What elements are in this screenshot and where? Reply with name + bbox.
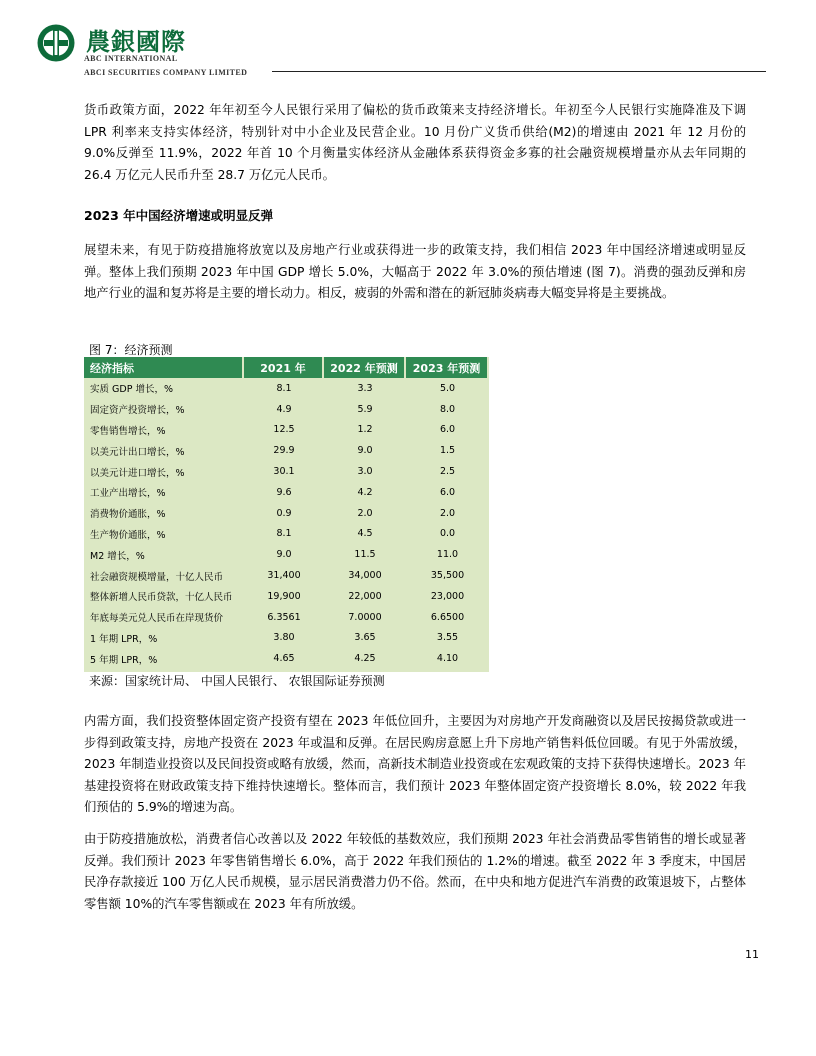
table-row (84, 399, 489, 420)
abc-logo-icon (36, 23, 76, 63)
forecast-value: 9.0 (276, 549, 292, 561)
forecast-value: 8.1 (276, 528, 292, 540)
forecast-value: 0.9 (276, 507, 292, 519)
page-header (36, 20, 766, 80)
forecast-value: 1.5 (439, 445, 456, 457)
paragraph-domestic-demand: 内需方面，我们投资整体固定资产投资有望在 2023 年低位回升，主要因为对房地产开发商融资以及居民按揭贷款或进一步得到政策支持，房地产投资在 2023 年或温和反弹。在居民购房意愿上升下房地产销售料低位回暖。有见于外需放缓，2023 年制造业投资以及民间投资或略有放缓，然而，高新技术制造业投资或在宏观政策的支持下获得快速增长。2023 年基建投资将在财政政策支持下维持快速增长。整体而言，我们预计 2023 年整体固定资产投资增长 8.0%，较 2022 年我们预估的 5.9%的增速为高。 (84, 714, 746, 814)
indicator-label: 1 年期 LPR，% (90, 633, 158, 645)
table-row (84, 586, 489, 607)
forecast-value: 2.0 (439, 507, 456, 519)
forecast-value: 29.9 (273, 445, 295, 457)
figure-source: 来源：国家统计局、 中国人民银行、 农银国际证券预测 (89, 674, 385, 688)
forecast-value: 6.0 (439, 424, 456, 436)
forecast-value: 5.9 (357, 403, 373, 415)
header-divider (272, 71, 766, 72)
column-header: 2023 年预测 (406, 357, 489, 378)
forecast-value: 31,400 (267, 570, 301, 582)
indicator-label: 生产物价通胀，% (90, 529, 166, 541)
table-row (84, 544, 489, 565)
forecast-value: 12.5 (273, 424, 295, 436)
forecast-value: 4.2 (357, 486, 373, 498)
indicator-label: 年底每美元兑人民币在岸现货价 (90, 613, 224, 625)
forecast-value: 19,900 (267, 590, 301, 602)
section-title: 2023 年中国经济增速或明显反弹 (84, 208, 274, 223)
table-row (84, 461, 489, 482)
forecast-value: 3.65 (354, 632, 376, 644)
forecast-value: 3.0 (357, 466, 373, 478)
indicator-label: 实质 GDP 增长，% (90, 384, 173, 396)
forecast-value: 9.0 (357, 445, 373, 457)
column-header: 2021 年 (244, 357, 324, 378)
indicator-label: 社会融资规模增量，十亿人民币 (90, 571, 224, 583)
table-header-row (84, 357, 489, 378)
forecast-value: 2.5 (439, 466, 456, 478)
paragraph-consumption: 由于防疫措施放松，消费者信心改善以及 2022 年较低的基数效应，我们预期 2023 年社会消费品零售销售的增长或显著反弹。我们预计 2023 年零售销售增长 6.0%，高于 2022 年我们预估的 1.2%的增速。截至 2022 年 3 季度末，中国居民净存款接近 100 万亿人民币规模，显示居民消费潜力仍不俗。然而，在中央和地方促进汽车消费的政策退坡下，占整体零售额 10%的汽车零售额或在 2023 年有所放缓。 (84, 832, 746, 911)
paragraph-outlook: 展望未来，有见于防疫措施将放宽以及房地产行业或获得进一步的政策支持，我们相信 2023 年中国经济增速或明显反弹。整体上我们预期 2023 年中国 GDP 增长 5.0%，大幅高于 2022 年 3.0%的预估增速 (图 7)。消费的强劲反弹和房地产行业的温和复苏将是主要的增长动力。相反，疲弱的外需和潜在的新冠肺炎病毒大幅变异将是主要挑战。 (84, 243, 746, 300)
table-row (84, 378, 489, 399)
indicator-label: 工业产出增长，% (90, 488, 166, 500)
forecast-value: 8.1 (276, 382, 292, 394)
table-row (84, 628, 489, 649)
forecast-value: 3.55 (436, 632, 459, 644)
forecast-value: 6.6500 (430, 611, 465, 623)
logo-company-name: ABCI SECURITIES COMPANY LIMITED (84, 68, 248, 77)
table-row (84, 420, 489, 441)
forecast-value: 6.3561 (267, 611, 301, 623)
indicator-label: M2 增长，% (90, 550, 145, 562)
table-row (84, 503, 489, 524)
table-row (84, 607, 489, 628)
forecast-value: 2.0 (357, 507, 373, 519)
indicator-label: 零售销售增长，% (90, 425, 166, 437)
table-row (84, 440, 489, 461)
forecast-value: 9.6 (276, 486, 292, 498)
table-row (84, 482, 489, 503)
forecast-value: 7.0000 (348, 611, 382, 623)
economic-forecast-table (84, 357, 489, 672)
indicator-label: 5 年期 LPR，% (90, 654, 158, 666)
forecast-value: 8.0 (439, 403, 456, 415)
forecast-value: 34,000 (348, 570, 382, 582)
logo-english-name: ABC INTERNATIONAL (84, 54, 178, 63)
table-row (84, 524, 489, 545)
table-row (84, 565, 489, 586)
indicator-label: 消费物价通胀，% (90, 509, 166, 521)
forecast-value: 0.0 (439, 528, 456, 540)
paragraph-monetary-policy: 货币政策方面，2022 年年初至今人民银行采用了偏松的货币政策来支持经济增长。年初至今人民银行实施降准及下调 LPR 利率来支持实体经济，特别针对中小企业及民营企业。10 月份广义货币供给(M2)的增速由 2021 年 12 月份的 9.0%反弹至 11.9%，2022 年首 10 个月衡量实体经济从金融体系获得资金多寡的社会融资规模增量亦从去年同期的 26.4 万亿元人民币升至 28.7 万亿元人民币。 (84, 103, 746, 182)
figure-caption: 图 7：经济预测 (89, 343, 173, 357)
forecast-value: 30.1 (273, 466, 295, 478)
indicator-label: 固定资产投资增长，% (90, 405, 185, 417)
forecast-value: 1.2 (357, 424, 373, 436)
forecast-value: 35,500 (430, 570, 465, 582)
table-row (84, 648, 489, 669)
forecast-value: 4.9 (276, 403, 292, 415)
forecast-value: 3.80 (273, 632, 295, 644)
forecast-value: 22,000 (348, 590, 382, 602)
forecast-value: 5.0 (439, 382, 456, 394)
indicator-label: 整体新增人民币贷款，十亿人民币 (90, 592, 233, 604)
forecast-value: 4.5 (357, 528, 373, 540)
forecast-value: 3.3 (357, 382, 373, 394)
forecast-value: 6.0 (439, 486, 456, 498)
forecast-value: 11.0 (436, 549, 459, 561)
indicator-label: 以美元计出口增长，% (90, 446, 185, 458)
forecast-value: 4.10 (436, 653, 459, 665)
column-header: 2022 年预测 (324, 357, 406, 378)
indicator-label: 以美元计进口增长，% (90, 467, 185, 479)
page-number: 11 (745, 948, 759, 961)
forecast-value: 23,000 (430, 590, 465, 602)
column-header: 经济指标 (84, 357, 244, 378)
forecast-value: 4.25 (354, 653, 376, 665)
forecast-value: 11.5 (354, 549, 376, 561)
forecast-value: 4.65 (273, 653, 295, 665)
logo-chinese-name: 農銀國際 (86, 27, 186, 56)
